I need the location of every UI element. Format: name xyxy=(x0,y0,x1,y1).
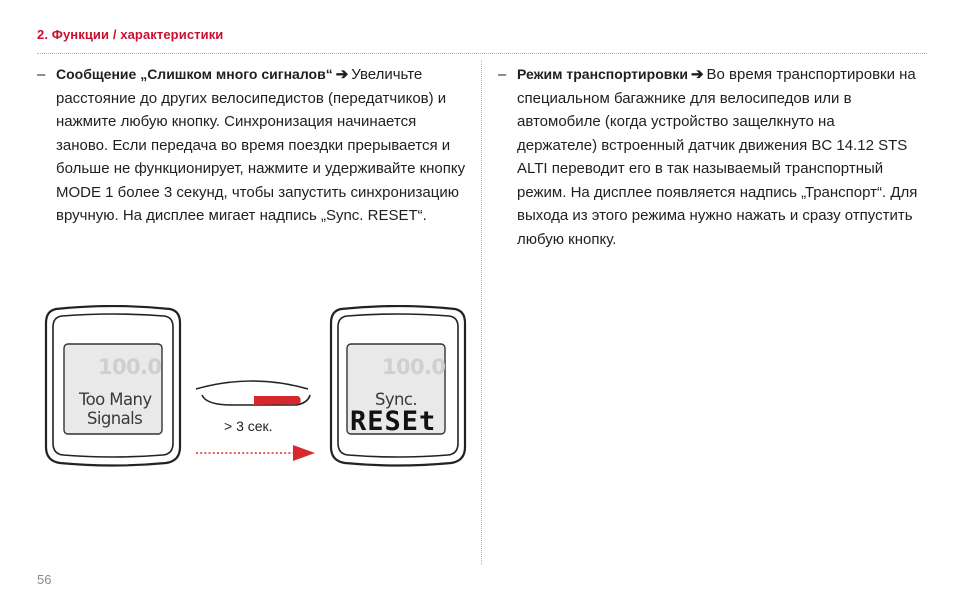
term-transport-mode: Режим транспортировки xyxy=(517,66,688,82)
button-press-icon xyxy=(192,375,316,415)
column-divider xyxy=(481,60,482,565)
too-many-signals-text: Увеличьте расстояние до других велосипедистов (передатчиков) и нажмите любую кнопку. Синхронизация начинается заново. Если передача во время поездки прерывается и больше не функционирует, нажмите и удерживайте кнопку MODE 1 более 3 секунд, чтобы запустить синхронизацию вручную. На дисплее мигает надпись „Sync. RESET“. xyxy=(56,66,466,224)
page-number: 56 xyxy=(37,572,52,587)
header-divider xyxy=(37,53,927,54)
section-title: 2. Функции / характеристики xyxy=(37,27,224,42)
transport-mode-paragraph xyxy=(498,63,918,251)
lcd-line-2: RESEt xyxy=(350,406,437,437)
lcd-line-1: Sync. xyxy=(375,390,418,409)
button-pressed-segment xyxy=(254,396,301,405)
lcd-ghost-digits: 100.0 xyxy=(98,355,162,379)
bike-computer-too-many-signals xyxy=(42,305,184,467)
right-column xyxy=(498,63,918,251)
left-column xyxy=(37,63,467,228)
transport-mode-text: Во время транспортировки на специальном багажнике для велосипедов или в автомобиле (когда устройство защелкнуто на держателе) встроенный датчик движения BC 14.12 STS ALTI переводит его в так называемый транспортный режим. На дисплее появляется надпись „Транспорт“. Для выхода из этого режима нужно нажать и сразу отпустить любую кнопку. xyxy=(517,66,918,248)
lcd-line-2: Signals xyxy=(87,409,143,428)
bullet-dash: – xyxy=(37,66,46,83)
bullet-dash: – xyxy=(498,66,507,83)
bike-computer-sync-reset xyxy=(327,305,469,467)
lcd-ghost-digits: 100.0 xyxy=(382,355,446,379)
arrow-icon: ➔ xyxy=(690,66,704,83)
dotted-arrow-icon xyxy=(195,444,317,462)
arrow-head xyxy=(293,445,315,461)
button-outline xyxy=(196,381,308,389)
lcd-line-1: Too Many xyxy=(79,390,152,409)
term-too-many-signals: Сообщение „Слишком много сигналов“ xyxy=(56,66,333,82)
press-duration-label: > 3 сек. xyxy=(224,418,273,434)
arrow-icon: ➔ xyxy=(335,66,349,83)
too-many-signals-paragraph xyxy=(37,63,467,228)
